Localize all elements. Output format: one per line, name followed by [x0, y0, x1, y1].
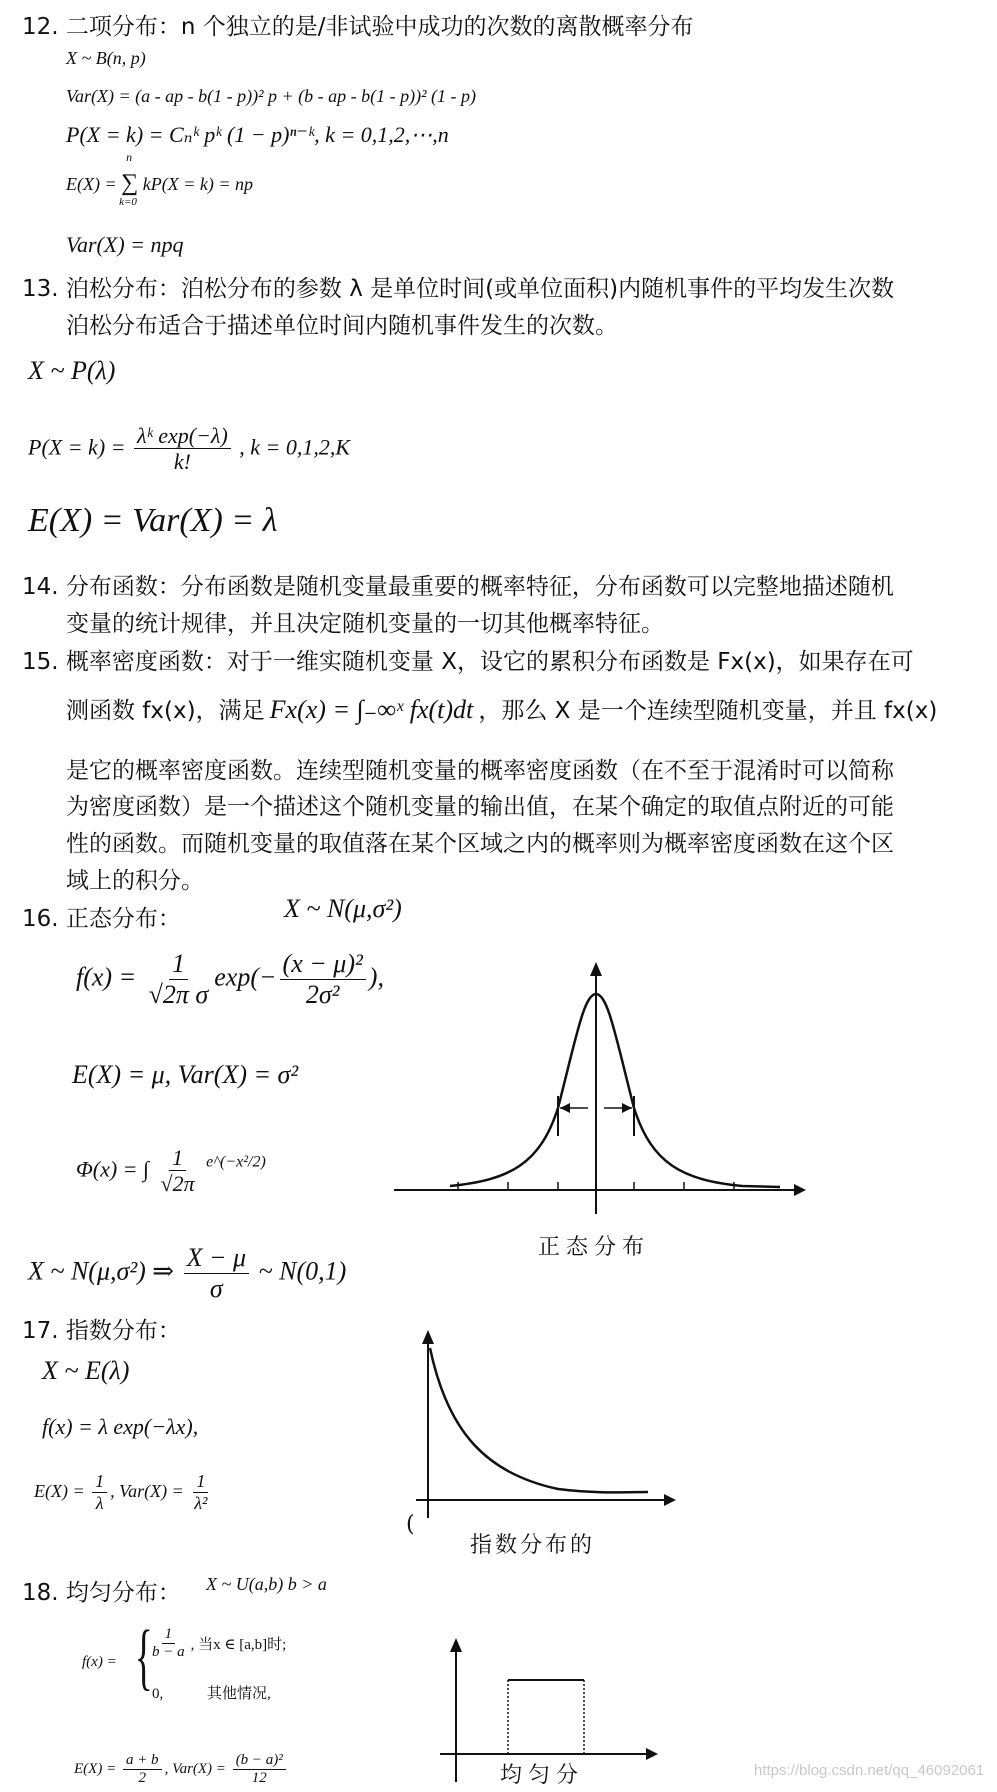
exponential-var-lhs: , Var(X) = [110, 1480, 184, 1501]
normal-standardize-formula [28, 1244, 346, 1303]
section-15-line5: 性的函数。而随机变量的取值落在某个区域之内的概率则为概率密度函数在这个区 [66, 831, 894, 857]
normal-sigma-arrowhead-right [622, 1103, 632, 1113]
exponential-decay-curve [430, 1348, 648, 1492]
uniform-case2-condition: 其他情况, [207, 1686, 271, 1702]
section-15-line2-a: 测函数 fx(x)，满足 [66, 698, 265, 724]
poisson-pmf-denominator: k! [173, 449, 191, 475]
exponential-curve-figure [408, 1324, 678, 1524]
normal-cdf-numerator: 1 [169, 1146, 186, 1171]
normal-y-axis-arrow [590, 962, 602, 976]
uniform-var-denominator: 12 [251, 1769, 267, 1786]
section-13-heading: 13. 泊松分布：泊松分布的参数 λ 是单位时间(或单位面积)内随机事件的平均发生次数 [22, 276, 895, 302]
uniform-y-axis-arrow [450, 1638, 462, 1652]
normal-pdf-denominator: √2π σ [148, 979, 209, 1009]
poisson-pmf-rhs: , k = 0,1,2,K [239, 434, 351, 460]
exponential-mean-numerator: 1 [92, 1472, 107, 1493]
exponential-var-denominator: λ² [194, 1492, 208, 1513]
uniform-mean-lhs: E(X) = [74, 1760, 117, 1777]
binomial-dist-formula: X ~ B(n, p) [66, 48, 146, 68]
section-16-heading: 16. 正态分布： [22, 906, 181, 932]
uniform-figure-caption: 均匀分 [500, 1763, 585, 1788]
section-14-line2: 变量的统计规律，并且决定随机变量的一切其他概率特征。 [66, 611, 664, 637]
normal-cdf-lhs: Φ(x) = ∫ [76, 1156, 150, 1182]
normal-pdf-lhs: f(x) = [76, 962, 137, 992]
cdf-integral-formula: Fx(x) = ∫₋∞ˣ fx(t)dt [269, 695, 474, 724]
poisson-pmf-numerator: λᵏ exp(−λ) [134, 424, 231, 449]
binomial-mean-formula: E(X) = ∑ n k=0 kP(X = k) = np [66, 150, 253, 208]
poisson-pmf-formula [28, 424, 350, 474]
uniform-case2-value: 0, [152, 1686, 164, 1702]
normal-cdf-denominator: √2π [160, 1171, 195, 1197]
normal-pdf-formula [76, 950, 384, 1009]
uniform-case1-denominator: b − a [152, 1643, 185, 1660]
section-15-line2 [66, 692, 937, 725]
uniform-dist-formula: X ~ U(a,b) b > a [206, 1574, 327, 1594]
binomial-var-general-formula: Var(X) = (a - ap - b(1 - p))² p + (b - ap - b(1 - p))² (1 - p) [66, 86, 476, 106]
section-15-line6: 域上的积分。 [66, 868, 204, 894]
section-13-heading-line2: 泊松分布适合于描述单位时间内随机事件发生的次数。 [66, 313, 618, 339]
section-14-line1: 14. 分布函数：分布函数是随机变量最重要的概率特征，分布函数可以完整地描述随机 [22, 574, 894, 600]
normal-cdf-exp: e^(−x²/2) [206, 1153, 266, 1171]
watermark-url: https://blog.csdn.net/qq_46092061 [754, 1762, 985, 1779]
poisson-pmf-lhs: P(X = k) = [28, 434, 126, 460]
uniform-var-lhs: , Var(X) = [164, 1760, 226, 1777]
normal-pdf-end: ), [368, 962, 384, 992]
section-18-heading: 18. 均匀分布： [22, 1580, 181, 1606]
exponential-mean-lhs: E(X) = [34, 1480, 85, 1501]
normal-pdf-exp: exp(− [214, 962, 277, 992]
exponential-mean-var-formula [34, 1472, 213, 1513]
binomial-var-formula: Var(X) = npq [66, 232, 184, 257]
standardize-numerator: X − μ [184, 1244, 249, 1274]
normal-curve-figure [390, 958, 810, 1218]
uniform-case1-condition: , 当x ∈ [a,b]时; [190, 1636, 287, 1653]
normal-pdf-exp-denominator: 2σ² [305, 979, 340, 1009]
normal-pdf-numerator: 1 [169, 950, 188, 980]
normal-dist-formula: X ~ N(μ,σ²) [284, 894, 402, 923]
exponential-dist-formula: X ~ E(λ) [42, 1356, 130, 1385]
standardize-lhs: X ~ N(μ,σ²) ⇒ [28, 1256, 175, 1286]
normal-mean-var-formula: E(X) = μ, Var(X) = σ² [72, 1060, 299, 1089]
uniform-case1-numerator: 1 [162, 1626, 176, 1644]
normal-bell-curve [450, 994, 780, 1187]
exponential-figure-caption: 指数分布的 [470, 1533, 596, 1558]
normal-figure-caption: 正态分布 [538, 1235, 651, 1260]
poisson-dist-formula: X ~ P(λ) [28, 356, 116, 385]
exponential-var-numerator: 1 [193, 1472, 208, 1493]
uniform-x-axis-arrow [646, 1748, 658, 1760]
normal-x-axis-arrow [794, 1184, 806, 1196]
section-12-heading: 12. 二项分布：n 个独立的是/非试验中成功的次数的离散概率分布 [22, 14, 694, 40]
uniform-mean-denominator: 2 [138, 1769, 146, 1786]
section-15-line4: 为密度函数）是一个描述这个随机变量的输出值，在某个确定的取值点附近的可能 [66, 794, 894, 820]
section-15-line2-b: ，那么 X 是一个连续型随机变量，并且 fx(x) [478, 698, 938, 724]
uniform-mean-var-formula [74, 1752, 289, 1787]
section-17-heading: 17. 指数分布： [22, 1318, 181, 1344]
uniform-pdf-case2 [152, 1682, 271, 1703]
sum-upper-limit: n [126, 150, 133, 164]
uniform-pdf-brace: { [134, 1616, 153, 1698]
exponential-x-axis-arrow [664, 1494, 676, 1506]
standardize-denominator: σ [209, 1273, 223, 1303]
exponential-mean-denominator: λ [95, 1492, 104, 1513]
section-15-line3: 是它的概率密度函数。连续型随机变量的概率密度函数（在不至于混淆时可以简称 [66, 758, 894, 784]
normal-sigma-arrowhead-left [560, 1103, 570, 1113]
section-15-line1: 15. 概率密度函数：对于一维实随机变量 X，设它的累积分布函数是 Fx(x)，如果存在可 [22, 649, 914, 675]
normal-cdf-formula [76, 1146, 266, 1196]
uniform-mean-numerator: a + b [123, 1752, 162, 1770]
uniform-pdf-case1 [146, 1626, 286, 1661]
sum-lower-limit: k=0 [119, 196, 137, 208]
poisson-mean-var-formula: E(X) = Var(X) = λ [28, 502, 278, 539]
normal-pdf-exp-numerator: (x − μ)² [280, 950, 366, 980]
uniform-var-numerator: (b − a)² [233, 1752, 286, 1770]
exponential-y-axis-arrow [422, 1330, 434, 1344]
exponential-pdf-formula: f(x) = λ exp(−λx), [42, 1414, 199, 1439]
uniform-pdf-lhs: f(x) = [82, 1654, 117, 1670]
binomial-pmf-formula: P(X = k) = Cₙᵏ pᵏ (1 − p)ⁿ⁻ᵏ, k = 0,1,2,⋯,n [66, 122, 449, 147]
standardize-rhs: ~ N(0,1) [258, 1256, 347, 1286]
stray-parenthesis: ( [406, 1512, 415, 1537]
